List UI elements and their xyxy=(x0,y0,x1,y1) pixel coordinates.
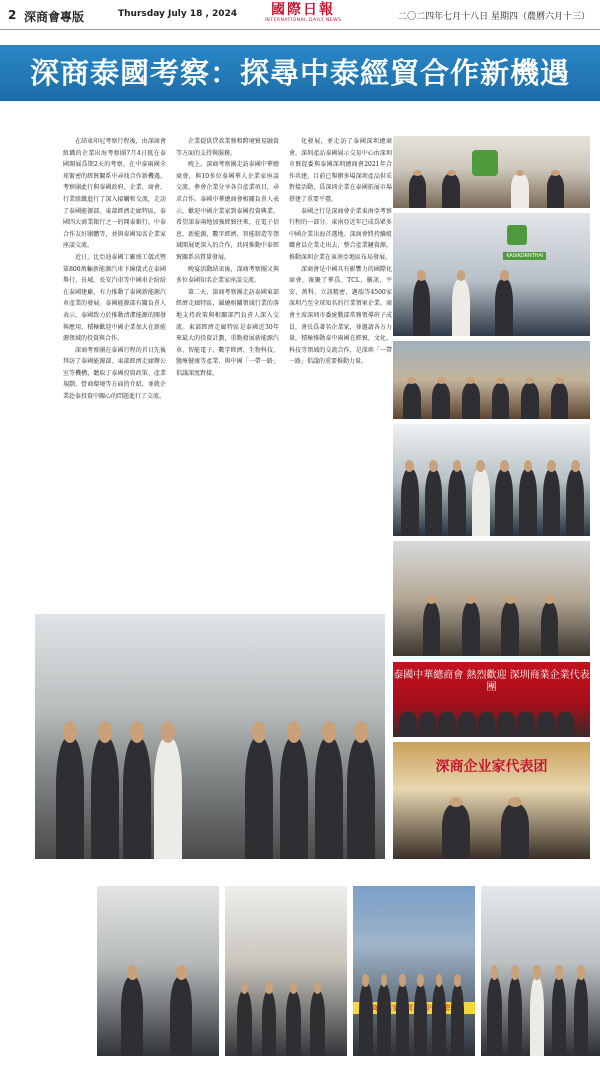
article-column-3 xyxy=(289,136,392,606)
photo-main-meeting xyxy=(35,614,385,859)
photo-bottom-2 xyxy=(225,886,347,1056)
paragraph: 晚上，深商考察團走訪泰國中華總商會，與10多位泰國華人企業家座談交流，參會企業分享各自產業項目，尋求合作。泰國中華總商會相關負責人表示，歡迎中國企業家到泰國投資興業，希望深泰兩地加強經貿往來，在電子信息、新能源、數字經濟、智能制造等領域開展更深入的合作，共同推動中泰經貿關系高質量發展。 xyxy=(176,161,279,261)
page-number: 2 xyxy=(8,8,17,22)
photo-people xyxy=(353,971,475,1056)
photo-people xyxy=(35,717,385,859)
paragraph: 企業提供貸款業務和跨境貿易融資等方面的支持與服務。 xyxy=(176,138,279,157)
photo-meeting-room xyxy=(393,136,590,208)
photo-bottom-1 xyxy=(97,886,219,1056)
photo-people xyxy=(393,795,590,859)
photo-people xyxy=(481,963,600,1057)
logo-english: INTERNATIONAL DAILY NEWS xyxy=(264,18,342,23)
photo-people xyxy=(225,980,347,1057)
paragraph: 深商考察團在泰國行程的首日先後拜訪了泰國能源部、東部經濟走廊辦公室等機構，聽取了泰國投資政策、產業規劃、營商環境等方面的介紹，並就企業赴泰投資中關心的問題進行了交流。 xyxy=(63,346,166,401)
chinese-date: 二〇二四年七月十八日 星期四（農曆六月十三） xyxy=(398,12,590,22)
photo-people xyxy=(393,168,590,208)
headline: 深商泰國考察：探尋中泰經貿合作新機遇 xyxy=(29,56,570,90)
photo-welcome-banner xyxy=(393,662,590,737)
photo-group-standing xyxy=(393,424,590,536)
photo-bottom-3 xyxy=(353,886,475,1056)
english-date: Thursday July 18 , 2024 xyxy=(118,9,238,19)
paragraph: 泰國之行是深商會企業東南亞考察行程的一部分。東南亞近年已成爲眾多中國企業出海首選地。深商會將持續組織會員企業走出去，整合產業鏈資源，推動深圳企業在東南亞地區布局發展。 xyxy=(289,207,392,261)
paragraph: 近日，比亞迪泰國工廠竣工儀式暨第800萬輛新能源汽車下線儀式在泰國舉行，長城、長安汽車等中國車企紛紛在泰國建廠，有力推動了泰國新能源汽車產業的發展。泰國能源部有關負責人表示，泰國致力於推動清潔能源的開發與應用，積極歡迎中國企業加大在新能源領域的投資與合作。 xyxy=(63,253,166,343)
delegation-banner-text: 深商企业家代表团 xyxy=(435,759,548,775)
photo-people xyxy=(393,593,590,656)
paragraph: 化發展，並走訪了泰國深圳總商會。深圳產品泰國展示交易中心由深圳市貿促委與泰國深圳總商會2021年合作共建，目前已舉辦多場深圳產品供采對接活動，爲深圳企業在泰國拓展市場搭建了重要平臺。 xyxy=(289,138,392,203)
photo-people xyxy=(393,376,590,419)
welcome-banner-text: 泰國中華總商會 熱烈歡迎 深圳商業企業代表團 xyxy=(393,669,590,693)
photo-people xyxy=(97,963,219,1057)
section-name: 深商會專版 xyxy=(24,10,85,24)
title-band xyxy=(0,45,600,101)
kasikorn-logo-icon xyxy=(507,225,527,245)
newspaper-logo xyxy=(262,3,344,23)
paragraph: 深商會是中國具有影響力的國際化商會，匯聚了華爲、TCL、騰訊、平安、萬科、立訊精密、邁瑞等4500家深圳乃至全球知名的行業領軍企業。商會主席深圳市委統戰部常務領導班子成員，會長爲著名企業家，並邀請各方力量，積極推動泰中兩國在經貿、文化、科技等領域的交流合作，是深圳「一帶一路」倡議的重要推動力量。 xyxy=(289,265,392,366)
kasikorn-brand-text: KASIKORNTHAI xyxy=(503,252,546,260)
paragraph: 晚宴活動結束後，深商考察團又與多位泰國知名企業家座談交流。 xyxy=(176,265,279,285)
photo-delegation-plaque xyxy=(393,742,590,859)
article-column-2 xyxy=(176,136,279,606)
logo-chinese: 國際日報 xyxy=(271,2,335,18)
photo-kasikornthai-meeting xyxy=(393,213,590,336)
photo-factory-visit xyxy=(393,541,590,656)
paragraph: 第二天，深商考察團走訪泰國東部經濟走廊特區，圍繞相關領域行業的落地支持政策與相關部門負責人深入交流。東部經濟走廊特區是泰國近30年來最大的投資計劃，重點發展新能源汽車、智能電子、數字經濟、生物科技、醫療健康等產業，與中國「一帶一路」倡議深度對接。 xyxy=(176,288,279,377)
photo-bottom-4 xyxy=(481,886,600,1056)
page-header xyxy=(0,0,600,30)
article-body xyxy=(63,136,392,606)
photo-people xyxy=(393,458,590,536)
article-column-1 xyxy=(63,136,166,606)
paragraph: 在結束印尼考察行程後，由深商會組織的企業出海考察團7月4日抵在泰國開展爲期2天的考察。在中泰兩國全球緊密的經貿關系中尋找合作新機遇。考察團此行與泰國政府、企業、商會、行業組織進行了深入接觸和交流，走訪了泰國能源部、東部經濟走廊特區，泰國四大商業銀行之一的開泰銀行，中泰合作友好團體等，並與泰國知名企業家座談交流。 xyxy=(63,138,166,250)
photo-people xyxy=(393,707,590,737)
photo-conference-hall xyxy=(393,341,590,419)
photo-people xyxy=(393,268,590,336)
